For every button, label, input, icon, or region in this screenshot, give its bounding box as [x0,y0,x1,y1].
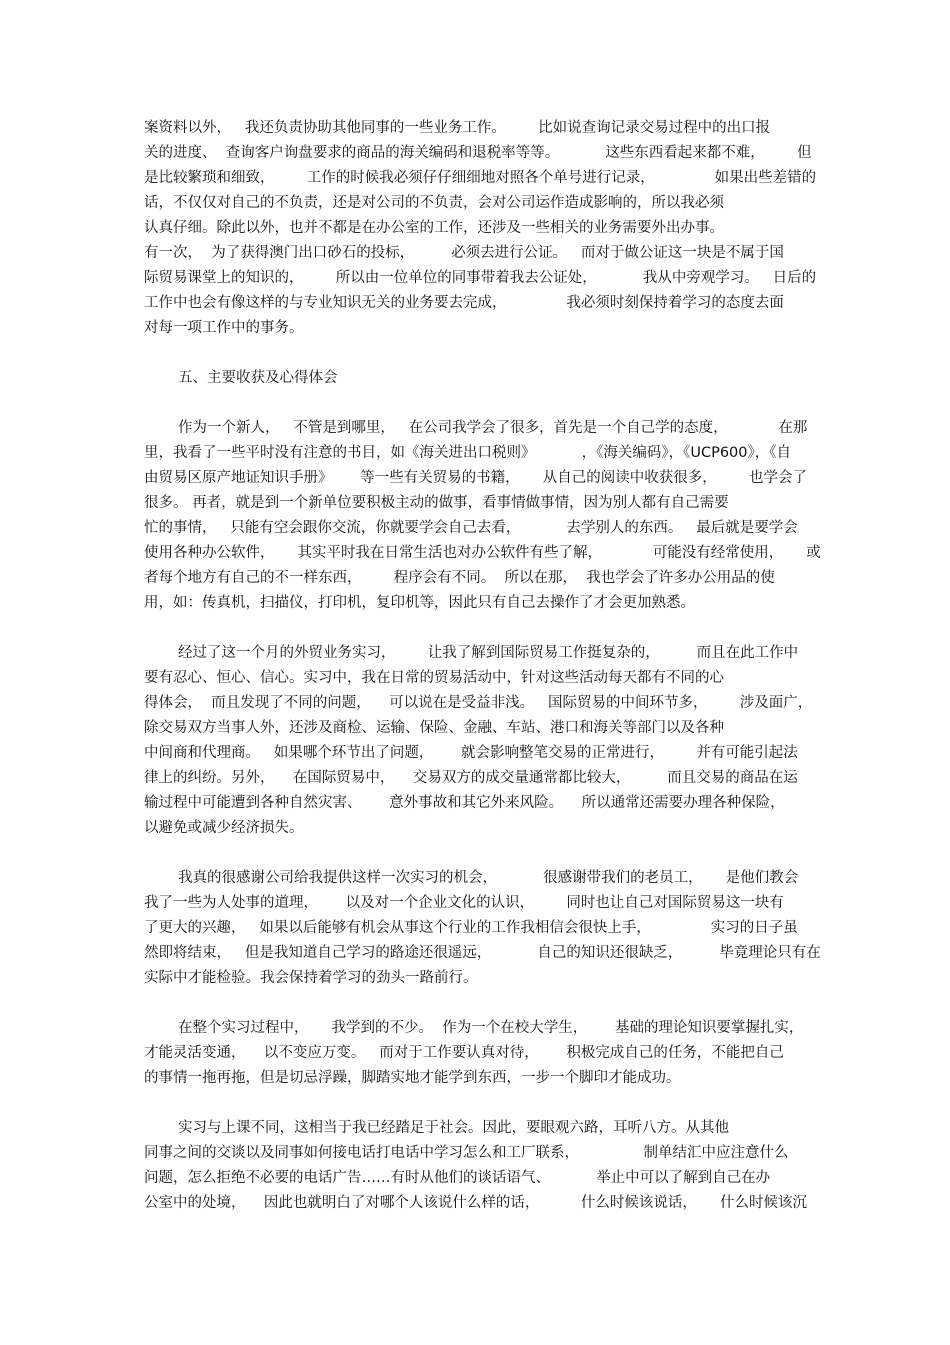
text-line: 有一次， 为了获得澳门出口砂石的投标， 必须去进行公证。 而对于做公证这一块是不属于国 [144,245,784,261]
text-line: 律上的纠纷。另外， 在国际贸易中， 交易双方的成交量通常都比较大， 而且交易的商品在运 [144,770,798,786]
text-line: 对每一项工作中的事务。 [144,320,304,336]
text-line: 了更大的兴趣， 如果以后能够有机会从事这个行业的工作我相信会很快上手， 实习的日子虽 [144,920,798,936]
text-line: 同事之间的交谈以及同事如何接电话打电话中学习怎么和工厂联系， 制单结汇中应注意什么 [144,1145,789,1161]
text-line: 使用各种办公软件， 其实平时我在日常生活也对办公软件有些了解， 可能没有经常使用， 或 [144,545,821,561]
text-line: 里，我看了一些平时没有注意的书目，如《海关进出口税则》 ，《海关编码》，《UCP600》，《自 [144,445,791,461]
text-line: 实习与上课不同，这相当于我已经踏足于社会。因此，要眼观六路，耳听八方。从其他 [178,1120,729,1136]
text-line: 实际中才能检验。我会保持着学习的劲头一路前行。 [144,970,478,986]
text-line: 是比较繁琐和细致， 工作的时候我必须仔仔细细地对照各个单号进行记录， 如果出些差错的 [144,170,817,186]
text-line: 得体会， 而且发现了不同的问题， 可以说在是受益非浅。 国际贸易的中间环节多， 涉及面广， [144,695,813,711]
text-line: 认真仔细。除此以外，也并不都是在办公室的工作，还涉及一些相关的业务需要外出办事。 [144,220,724,236]
text-line: 除交易双方当事人外，还涉及商检、运输、保险、金融、车站、港口和海关等部门以及各种 [144,720,724,736]
text-line: 话，不仅仅对自己的不负责，还是对公司的不负责，会对公司运作造成影响的，所以我必须 [144,195,724,211]
text-line: 的事情一拖再拖，但是切忌浮躁，脚踏实地才能学到东西，一步一个脚印才能成功。 [144,1070,681,1086]
text-line: 际贸易课堂上的知识的， 所以由一位单位的同事带着我去公证处， 我从中旁观学习。 日后的 [144,270,817,286]
text-line: 作为一个新人， 不管是到哪里， 在公司我学会了很多，首先是一个自己学的态度， 在那 [178,420,808,436]
text-line: 在整个实习过程中， 我学到的不少。 作为一个在校大学生， 基础的理论知识要掌握扎实， [178,1020,804,1036]
text-line: 中间商和代理商。 如果哪个环节出了问题， 就会影响整笔交易的正常进行， 并有可能引起法 [144,745,798,761]
text-line: 用，如：传真机，扫描仪，打印机，复印机等，因此只有自己去操作了才会更加熟悉。 [144,595,695,611]
text-line: 问题，怎么拒绝不必要的电话广告……有时从他们的谈话语气、 举止中可以了解到自己在办 [144,1170,771,1186]
section-heading: 五、主要收获及心得体会 [178,370,338,386]
text-line: 案资料以外， 我还负责协助其他同事的一些业务工作。 比如说查询记录交易过程中的出口报 [144,120,771,136]
text-line: 以避免或减少经济损失。 [144,820,304,836]
text-line: 者每个地方有自己的不一样东西， 程序会有不同。 所以在那， 我也学会了许多办公用品的使 [144,570,775,586]
text-line: 由贸易区原产地证知识手册》 等一些有关贸易的书籍， 从自己的阅读中收获很多， 也学会了 [144,470,807,486]
text-line: 很多。 再者，就是到一个新单位要积极主动的做事，看事情做事情，因为别人都有自己需要 [144,495,729,511]
text-line: 我真的很感谢公司给我提供这样一次实习的机会， 很感谢带我们的老员工， 是他们教会 [178,870,799,886]
text-line: 公室中的处境， 因此也就明白了对哪个人该说什么样的话， 什么时候该说话， 什么时候该沉 [144,1195,807,1211]
text-line: 忙的事情， 只能有空会跟你交流，你就要学会自己去看， 去学别人的东西。 最后就是要学会 [144,520,798,536]
text-line: 我了一些为人处事的道理， 以及对一个企业文化的认识， 同时也让自己对国际贸易这一块有 [144,895,784,911]
text-line: 然即将结束， 但是我知道自己学习的路途还很遥远， 自己的知识还很缺乏， 毕竟理论只有在 [144,945,821,961]
text-line: 工作中也会有像这样的与专业知识无关的业务要去完成， 我必须时刻保持着学习的态度去面 [144,295,784,311]
text-line: 要有忍心、恒心、信心。实习中，我在日常的贸易活动中，针对这些活动每天都有不同的心 [144,670,724,686]
text-line: 输过程中可能遭到各种自然灾害、 意外事故和其它外来风险。 所以通常还需要办理各种保险， [144,795,785,811]
text-line: 才能灵活变通， 以不变应万变。 而对于工作要认真对待， 积极完成自己的任务，不能把自己 [144,1045,784,1061]
text-line: 关的进度、 查询客户询盘要求的商品的海关编码和退税率等等。 这些东西看起来都不难， 但 [144,145,812,161]
text-line: 经过了这一个月的外贸业务实习， 让我了解到国际贸易工作挺复杂的， 而且在此工作中 [178,645,799,661]
